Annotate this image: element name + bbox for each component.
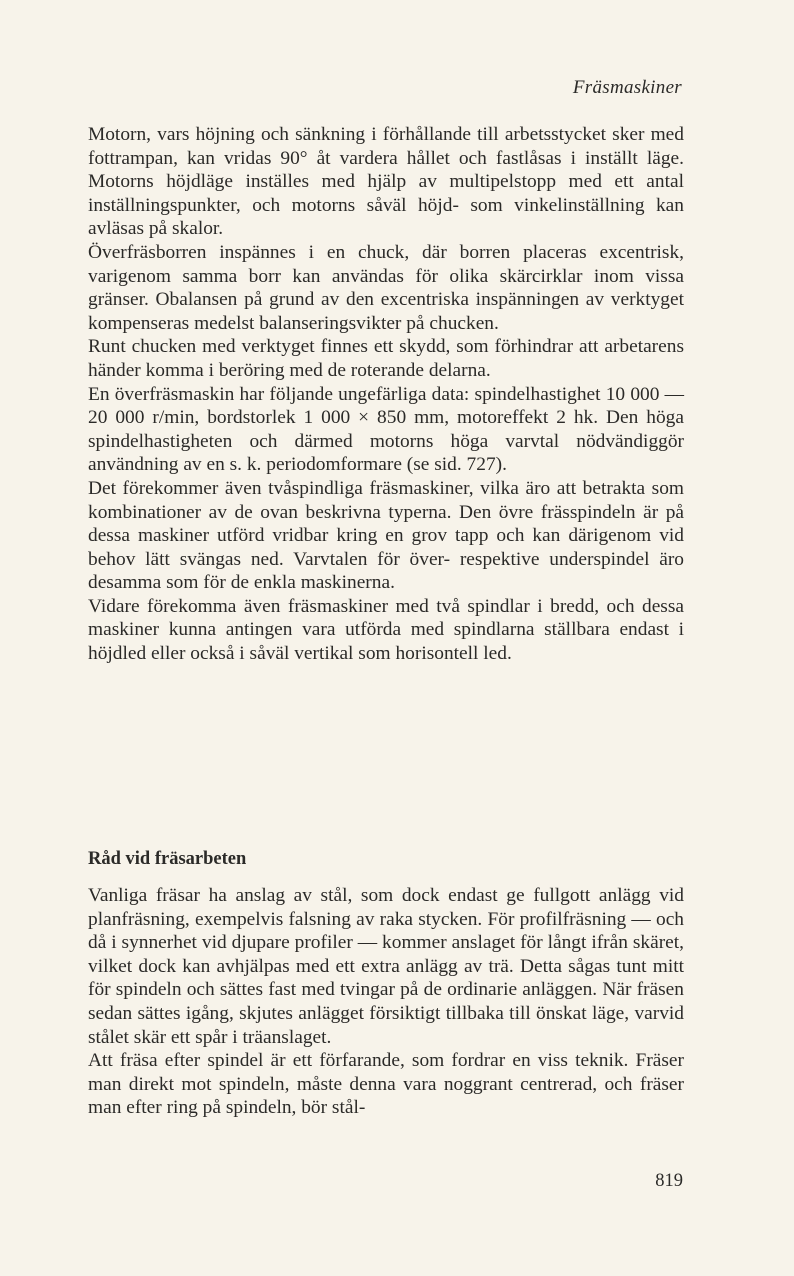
body-text-top (88, 123, 684, 666)
section-heading: Råd vid fräsarbeten (88, 849, 247, 869)
paragraph: Överfräsborren inspännes i en chuck, där borren placeras excentrisk, varigenom samma borr kan användas för olika skärcirklar inom vissa gränser. Obalansen på grund av den excentriska inspänningen av verktyget kompenseras medelst balanseringsvikter på chucken. (88, 241, 684, 334)
paragraph: Vidare förekomma även fräsmaskiner med två spindlar i bredd, och dessa maskiner kunna antingen vara utförda med spindlarna ställbara endast i höjdled eller också i såväl vertikal som horisontell led. (88, 595, 684, 665)
paragraph: Att fräsa efter spindel är ett förfarande, som fordrar en viss teknik. Fräser man direkt mot spindeln, måste denna vara noggrant centrerad, och fräser man efter ring på spindeln, bör stål- (88, 1050, 684, 1119)
paragraph: Vanliga fräsar ha anslag av stål, som dock endast ge fullgott anlägg vid planfräsning, exempelvis falsning av raka stycken. För profilfräsning — och då i synnerhet vid djupare profiler — kommer anslaget för långt ifrån skäret, vilket dock kan avhjälpas med ett extra anlägg av trä. Detta sågas tunt mitt för spindeln och sättes fast med tvingar på de ordinarie anläggen. När fräsen sedan sättes igång, skjutes anlägget försiktigt tillbaka till önskat läge, varvid stålet skär ett spår i träanslaget. (88, 885, 684, 1048)
paragraph: Runt chucken med verktyget finnes ett skydd, som förhindrar att arbetarens händer komma i beröring med de roterande delarna. (88, 336, 684, 381)
running-header: Fräsmaskiner (572, 77, 682, 98)
paragraph: Motorn, vars höjning och sänkning i förhållande till arbetsstycket sker med fottrampan, kan vridas 90° åt vardera hållet och fastlåsas i inställt läge. Motorns höjdläge inställes med hjälp av multipelstopp med ett antal inställningspunkter, och motorns såväl höjd- som vinkelinställning kan avläsas på skalor. (88, 124, 684, 240)
paragraph: En överfräsmaskin har följande ungefärliga data: spindelhastighet 10 000 — 20 000 r/min, bordstorlek 1 000 × 850 mm, motoreffekt 2 hk. Den höga spindelhastigheten och därmed motorns höga varvtal nödvändiggör användning av en s. k. periodomformare (se sid. 727). (88, 383, 684, 476)
paragraph: Det förekommer även tvåspindliga fräsmaskiner, vilka äro att betrakta som kombinationer av de ovan beskrivna typerna. Den övre frässpindeln är på dessa maskiner utförd vridbar kring en grov tapp och kan därigenom vid behov lätt svängas ned. Varvtalen för över- respektive underspindel äro desamma som för de enkla maskinerna. (88, 477, 684, 594)
body-text-section (88, 884, 684, 1120)
page-number: 819 (655, 1171, 683, 1191)
